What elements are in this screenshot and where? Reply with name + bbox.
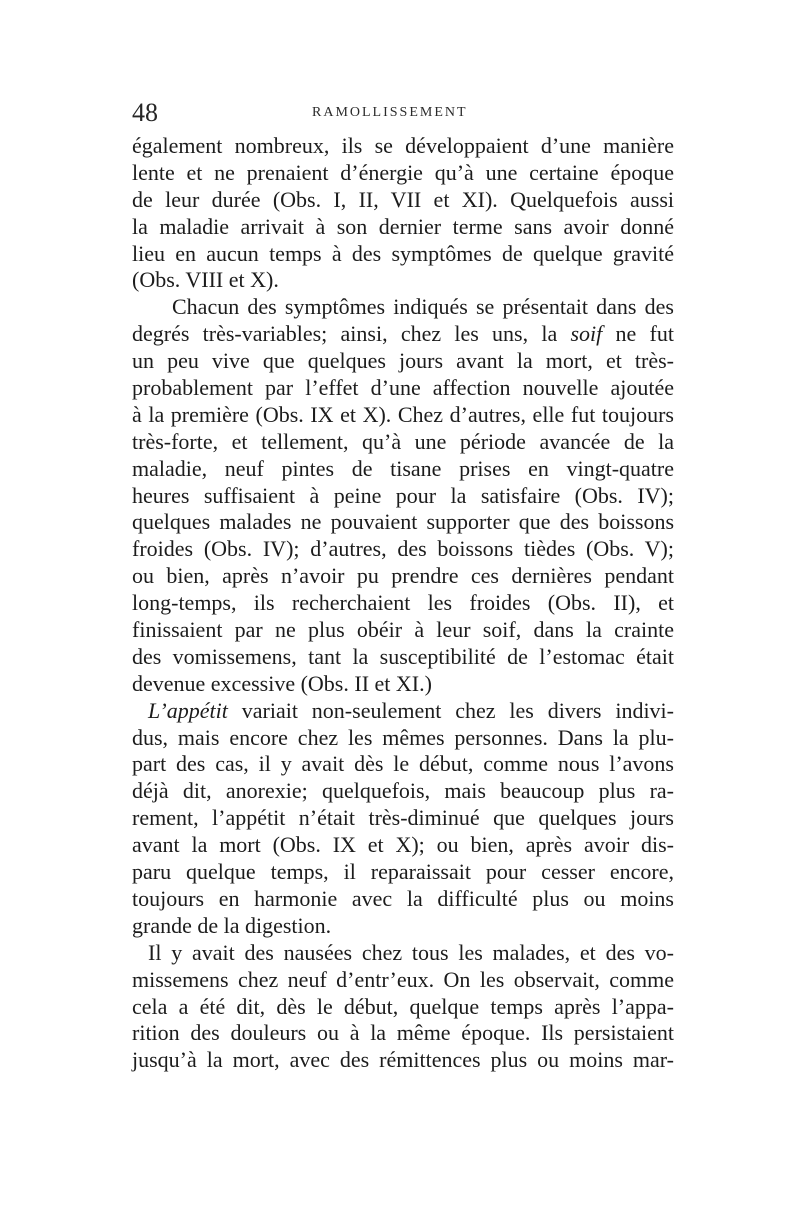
text-fragment: ne fut [602,321,674,347]
text-line: (Obs. VIII et X). [132,267,279,293]
text-line: long-temps, ils recherchaient les froides (Obs. II), et [132,590,674,616]
text-line: la maladie arrivait à son dernier terme sans avoir donné [132,213,674,239]
text-line: de leur durée (Obs. I, II, VII et XI). Quelquefois aussi [132,186,674,212]
text-line: Il y avait des nausées chez tous les malades, et des vo- [148,939,674,965]
text-line: paru quelque temps, il reparaissait pour cesser encore, [132,859,674,885]
text-line: lieu en aucun temps à des symptômes de quelque gravité [132,240,674,266]
text-line: jusqu’à la mort, avec des rémittences plus ou moins mar- [132,1047,674,1073]
text-line: probablement par l’effet d’une affection nouvelle ajoutée [132,375,674,401]
text-line: très-forte, et tellement, qu’à une période avancée de la [132,428,674,454]
text-line: part des cas, il y avait dès le début, comme nous l’avons [132,751,674,777]
running-head: RAMOLLISSEMENT [312,105,468,120]
text-line: froides (Obs. IV); d’autres, des boissons tièdes (Obs. V); [132,536,674,562]
text-fragment: variait non-seulement chez les divers indivi- [227,697,674,723]
text-line: ou bien, après n’avoir pu prendre ces dernières pendant [132,563,674,589]
page-number: 48 [132,98,158,127]
text-line: également nombreux, ils se développaient d’une manière [132,133,674,158]
text-line: rement, l’appétit n’était très-diminué que quelques jours [132,805,674,831]
text-line: finissaient par ne plus obéir à leur soif, dans la crainte [132,617,674,643]
text-line: maladie, neuf pintes de tisane prises en vingt-quatre [132,455,674,481]
text-line-with-italic [132,698,674,725]
text-line: devenue excessive (Obs. II et XI.) [132,670,432,696]
text-line: un peu vive que quelques jours avant la mort, et très- [132,348,674,374]
text-line: avant la mort (Obs. IX et X); ou bien, après avoir dis- [132,832,674,858]
text-line: grande de la digestion. [132,912,332,938]
text-line: heures suffisaient à peine pour la satisfaire (Obs. IV); [132,482,674,508]
text-line: quelques malades ne pouvaient supporter que des boissons [132,509,674,535]
text-fragment: degrés très-variables; ainsi, chez les uns, la [132,321,571,347]
italic-word-appetit: L’appétit [148,697,228,723]
text-line: à la première (Obs. IX et X). Chez d’autres, elle fut toujours [132,401,674,427]
text-line: lente et ne prenaient d’énergie qu’à une certaine époque [132,159,674,185]
text-line-with-italic [132,321,674,348]
text-line: dus, mais encore chez les mêmes personnes. Dans la plu- [132,724,674,750]
text-line: cela a été dit, dès le début, quelque temps après l’appa- [132,993,674,1019]
text-line: missemens chez neuf d’entr’eux. On les observait, comme [132,966,674,992]
text-line: des vomissemens, tant la susceptibilité de l’estomac était [132,643,674,669]
italic-word-soif: soif [570,321,603,347]
text-line: déjà dit, anorexie; quelquefois, mais beaucoup plus ra- [132,778,674,804]
text-line: Chacun des symptômes indiqués se présentait dans des [172,294,674,320]
body-text [132,133,674,1074]
page-header [132,95,672,131]
text-line: rition des douleurs ou à la même époque. Ils persistaient [132,1020,674,1046]
text-line: toujours en harmonie avec la difficulté plus ou moins [132,885,674,911]
